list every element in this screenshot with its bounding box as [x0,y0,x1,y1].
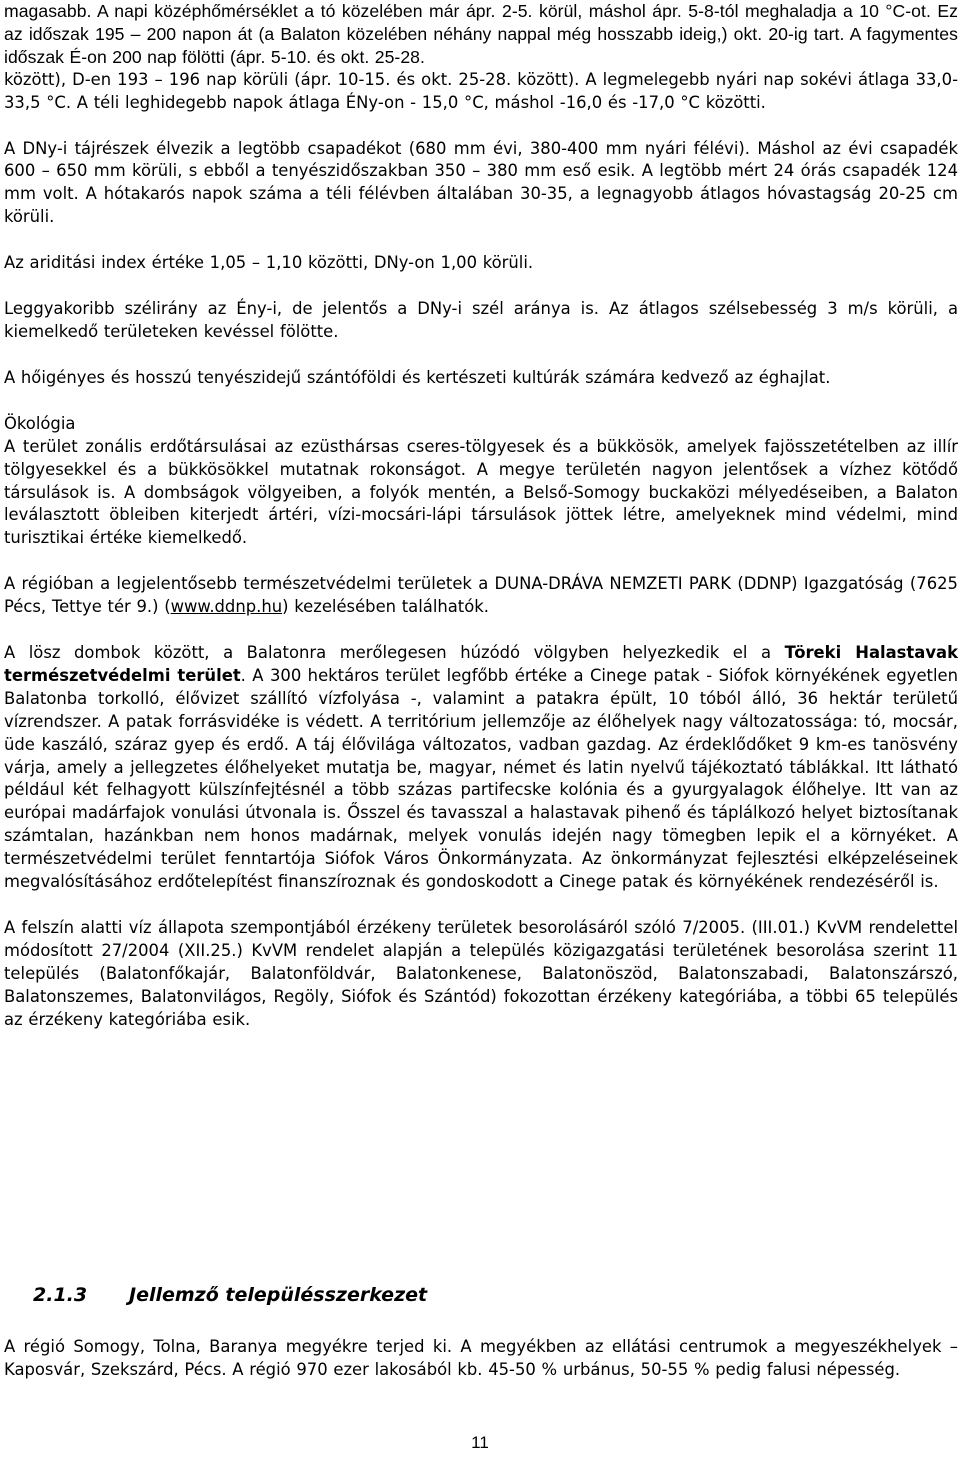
settlement-paragraph: A régió Somogy, Tolna, Baranya megyékre terjed ki. A megyékben az ellátási centrumok a megyeszékhelyek – Kaposvár, Szekszárd, Pécs. A régió 970 ezer lakosából kb. 45-50 % urbánus, 50-55 % pedig falusi népesség. [4,1337,958,1379]
toreki-paragraph [4,642,958,894]
wind-paragraph: Leggyakoribb szélirány az Ény-i, de jelentős a DNy-i szél aránya is. Az átlagos szélsebesség 3 m/s körüli, a kiemelkedő területeken kevéssel fölötte. [4,299,958,341]
ecology-paragraph: A terület zonális erdőtársulásai az ezüsthársas cseres-tölgyesek és a bükkösök, amelyek fajösszetételben az illír tölgyesekkel és a bükkösökkel mutatnak rokonságot. A megye területén nagyon jelentősek a vízhez kötődő társulások is. A dombságok völgyeiben, a folyók mentén, a Belső-Somogy buckaközi mélyedéseiben, a Balaton leválasztott öbleiben kiterjedt ártéri, vízi-mocsári-lápi társulások jöttek létre, amelyeknek mind védelmi, mind turisztikai értéke kiemelkedő. [4,436,958,548]
spacer [4,894,958,917]
nitrate-sensitive-paragraph: A felszín alatti víz állapota szempontjából érzékeny területek besorolásáról szóló 7/2005. (III.01.) KvVM rendelettel módosított 27/2004 (XII.25.) KvVM rendelet alapján a település közigazgatási területének besorolása szerint 11 település (Balatonfőkajár, Balatonföldvár, Balatonkenese, Balatonöszöd, Balatonszabadi, Balatonszárszó, Balatonszemes, Balatonvilágos, Regöly, Siófok és Szántód) fokozottan érzékeny kategóriába, a többi 65 település az érzékeny kategóriába esik. [4,918,958,1029]
toreki-text-after: . A 300 hektáros terület legfőbb értéke a Cinege patak - Siófok környékének egyetlen Balatonba torkolló, élővizet szállító vízfolyása -, valamint a patakra épült, 10 tóból álló, 36 hektár területű vízrendszer. A patak forrásvidéke is védett. A territórium jellemzője az élőhelyek nagy változatossága: tó, mocsár, üde kaszáló, száraz gyep és erdő. A táj élővilága változatos, vadban gazdag. Az érdeklődőket 9 km-es tanösvény várja, amely a jellegzetes élőhelyeket mutatja be, magyar, német és latin nyelvű tájékoztató táblákkal. Itt látható például két felhagyott külszínfejtésnél a több százas partifecske kolónia és a gyurgyalagok élőhelye. Itt van az európai madárfajok vonulási útvonala is. Ősszel és tavasszal a halastavak pihenő és táplálkozó helyet biztosítanak számtalan, hazánkban nem honos madárnak, melyek vonulás idején nagy tömegben lepik el a környéket. A természetvédelmi terület fenntartója Siófok Város Önkormányzata. Az önkormányzat fejlesztési elképzeléseinek megvalósításához erdőtelepítést finanszíroznak és gondoskodott a Cinege patak és környékének rendezéséről is. [4,665,958,892]
spacer [4,115,958,138]
spacer [4,619,958,642]
spacer [4,229,958,252]
section-number: 2.1.3 [33,1284,88,1306]
national-park-paragraph [4,573,958,619]
spacer [4,275,958,298]
section-title: Jellemző településszerkezet [129,1284,428,1306]
precipitation-paragraph: A DNy-i tájrészek élvezik a legtöbb csapadékot (680 mm évi, 380-400 mm nyári félévi). Máshol az évi csapadék 600 – 650 mm körüli, s ebből a tenyészidőszakban 350 – 380 mm eső esik. A legtöbb mért 24 órás csapadék 124 mm volt. A hótakarós napok száma a téli félévben általában 30-35, a legnagyobb átlagos hóvastagság 20-25 cm körüli. [4,138,958,227]
page-number: 11 [471,1433,489,1452]
spacer [4,344,958,367]
ddnp-link[interactable]: www.ddnp.hu [170,597,283,617]
climate-paragraph-continued: között), D-en 193 – 196 nap körüli (ápr. 10-15. és okt. 25-28. között). A legmelegebb nyári nap sokévi átlaga 33,0-33,5 °C. A téli leghidegebb napok átlaga ÉNy-on - 15,0 °C, máshol -16,0 és -17,0 °C közötti. [4,69,958,112]
page-body [4,0,958,1032]
climate-paragraph-arial: magasabb. A napi középhőmérséklet a tó közelében már ápr. 2-5. körül, máshol ápr. 5-8-tól meghaladja a 10 °C-ot. Ez az időszak 195 – 200 napon át (a Balaton közelében néhány nappal még hosszabb ideig,) okt. 20-ig tart. A fagymentes időszak É-on 200 nap fölötti (ápr. 5-10. és okt. 25-28. [4,1,958,67]
park-text-before: A régióban a legjelentősebb természetvédelmi területek a DUNA-DRÁVA NEMZETI PARK (DDNP) Igazgatóság (7625 Pécs, Tettye tér 9.) ( [4,574,958,617]
toreki-bold-name: Töreki Halastavak természetvédelmi terület [4,643,958,685]
crops-paragraph: A hőigényes és hosszú tenyészidejű szántóföldi és kertészeti kultúrák számára kedvező az éghajlat. [4,367,831,387]
park-text-after: ) kezelésében találhatók. [282,597,489,617]
spacer [4,550,958,573]
toreki-text-before: A lösz dombok között, a Balatonra merőlegesen húzódó völgyben helyezkedik el a [4,643,785,663]
aridity-paragraph: Az ariditási index értéke 1,05 – 1,10 közötti, DNy-on 1,00 körüli. [4,253,534,273]
settlement-section [4,1336,958,1382]
ecology-label: Ökológia [4,413,76,433]
spacer [4,390,958,413]
section-heading [33,1283,427,1307]
